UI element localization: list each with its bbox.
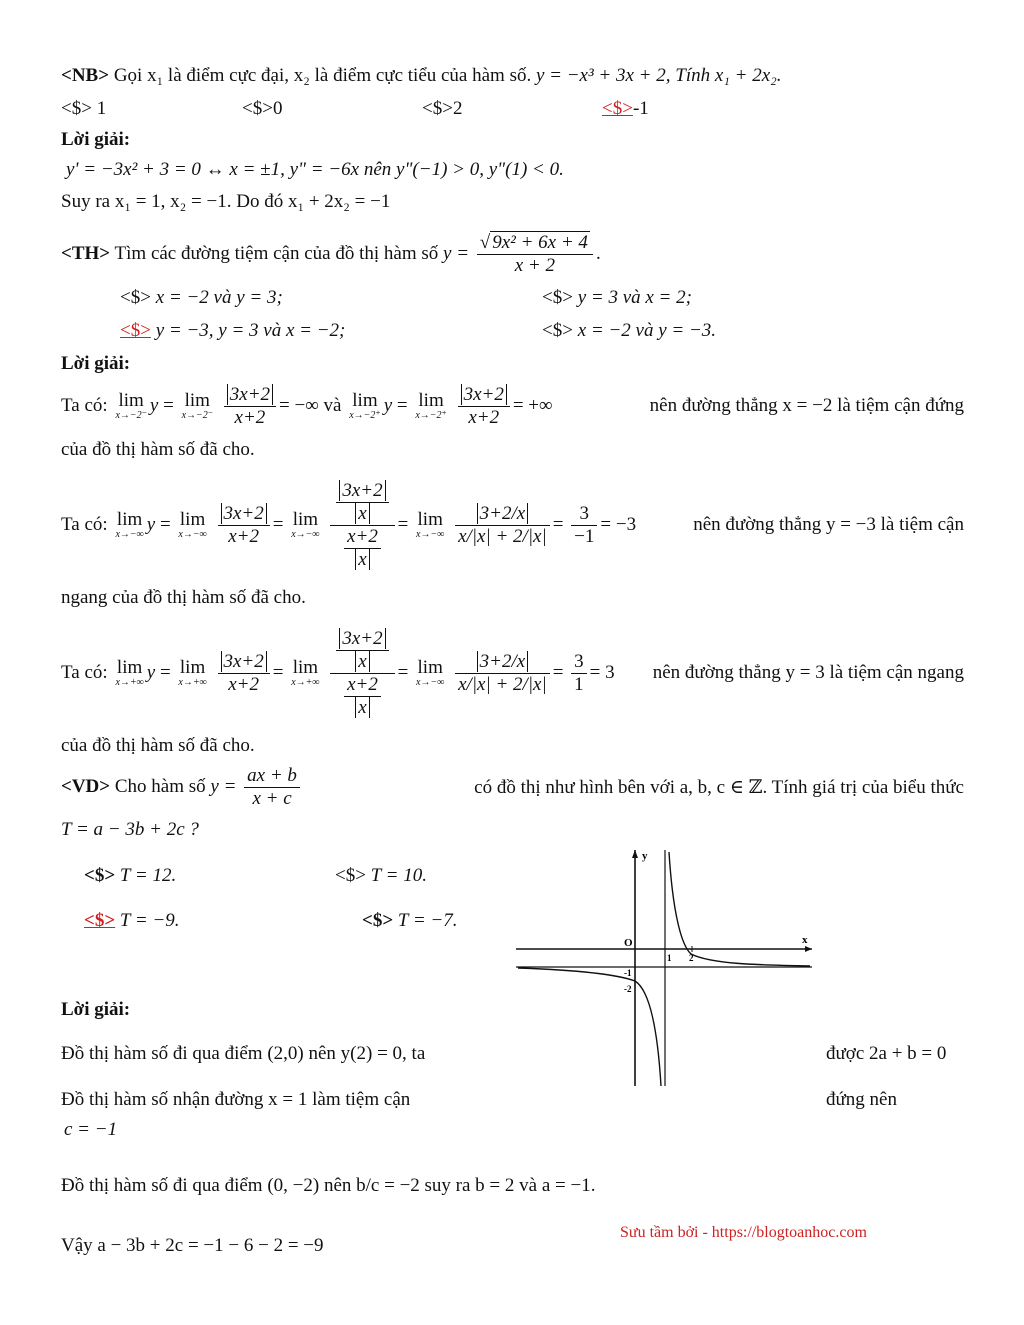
q2-step3: Ta có: lim x→+∞ y = lim x→+∞ $\frac{3x+2}{x+2}$ = lim x→+∞ $\frac{\frac{3x+2}{x}}{\frac{x+2}{x}}$ = lim x→−∞ $\frac{3+2/x}{x/|x| + 2/|x|}$ = $\frac{3}{1}$ = 3 nên đường thẳng y = 3 là tiệm cận ngang bbox=[61, 627, 964, 718]
q2-option-b[interactable]: <$> y = 3 và x = 2; bbox=[542, 287, 692, 308]
q2-step1: Ta có: lim x→−2⁻ y = lim x→−2⁻ $\frac{3x+2}{x+2}$ = −∞ và lim x→−2⁺ y = lim x→−2⁺ $\frac{3x+2}{x+2}$ = +∞ nên đường thẳng x = −2 là tiệm cận đứng bbox=[61, 383, 964, 428]
q2-func-lhs: y = bbox=[443, 243, 470, 264]
q3-sol-line3: Đồ thị hàm số đi qua điểm (0, −2) nên b/c = −2 suy ra b = 2 và a = −1. bbox=[61, 1175, 596, 1196]
q3-sol-line1b: được 2a + b = 0 bbox=[826, 1043, 947, 1064]
q2-step3-cont: của đồ thị hàm số đã cho. bbox=[61, 735, 255, 756]
q3-stem: <VD> Cho hàm số y = $\frac{ax + b}{x + c}$ có đồ thị như hình bên với a, b, c ∈ ℤ. Tính giá trị của biểu thức bbox=[61, 764, 964, 809]
q2-step2-conclusion: nên đường thẳng y = −3 là tiệm cận bbox=[693, 514, 964, 535]
q1-ask: , Tính x₁ + 2x₂. bbox=[665, 65, 782, 86]
q3-tag: <VD> bbox=[61, 775, 111, 797]
label-minus1: -1 bbox=[624, 968, 632, 978]
q2-tag: <TH> bbox=[61, 243, 111, 264]
q3-option-a[interactable]: <$> T = 12. bbox=[84, 865, 177, 886]
curve-left bbox=[518, 968, 661, 1086]
label-origin: O bbox=[624, 937, 633, 949]
q3-text: có đồ thị như hình bên với a, b, c ∈ ℤ. Tính giá trị của biểu thức bbox=[474, 776, 964, 798]
q1-solution-label: Lời giải: bbox=[61, 129, 131, 150]
q3-option-d[interactable]: <$> T = −7. bbox=[362, 910, 458, 931]
q1-option-b[interactable]: <$>0 bbox=[242, 98, 283, 119]
q2-text: Tìm các đường tiệm cận của đồ thị hàm số bbox=[114, 243, 439, 264]
q2-stem: <TH> Tìm các đường tiệm cận của đồ thị hàm số y = $\frac{\text{√ 9x² + 6x + 4}}{x + 2}$ . bbox=[61, 232, 601, 277]
footer-credit: Sưu tầm bởi - https://blogtoanhoc.com bbox=[620, 1224, 867, 1241]
q2-step1-conclusion: nên đường thẳng x = −2 là tiệm cận đứng bbox=[649, 395, 964, 416]
q1-option-c[interactable]: <$>2 bbox=[422, 98, 463, 119]
q3-expr: T = a − 3b + 2c ? bbox=[61, 819, 199, 840]
q3-sol-line2c: c = −1 bbox=[64, 1119, 118, 1140]
q1-sol-line1: y' = −3x² + 3 = 0 ↔ x = ±1, y" = −6x nên y"(−1) > 0, y"(1) < 0. bbox=[66, 159, 564, 180]
label-minus2: -2 bbox=[624, 984, 632, 994]
q3-option-b[interactable]: <$> T = 10. bbox=[335, 865, 427, 886]
q2-step3-conclusion: nên đường thẳng y = 3 là tiệm cận ngang bbox=[652, 662, 964, 683]
q1-text: Gọi x₁ là điểm cực đại, x₂ là điểm cực tiểu của hàm số. bbox=[113, 65, 532, 86]
q2-option-c[interactable]: <$> y = −3, y = 3 và x = −2; bbox=[120, 320, 346, 341]
q3-sol-line2a: Đồ thị hàm số nhận đường x = 1 làm tiệm cận bbox=[61, 1089, 411, 1110]
q1-option-d[interactable]: <$>-1 bbox=[602, 98, 649, 119]
label-2: 2 bbox=[689, 953, 694, 963]
q2-func-fraction: $\frac{\text{√ 9x² + 6x + 4}}{x + 2}$ bbox=[477, 232, 593, 277]
q2-step2: Ta có: lim x→−∞ y = lim x→−∞ $\frac{3x+2}{x+2}$ = lim x→−∞ $\frac{\frac{3x+2}{x}}{\frac{x+2}{x}}$ = lim x→−∞ $\frac{3+2/x}{x/|x| + 2/|x|}$ = $\frac{3}{-1}$ = −3 nên đường thẳng y = −3 là tiệm cận bbox=[61, 479, 964, 570]
label-y: y bbox=[642, 850, 648, 862]
q1-func: y = −x³ + 3x + 2 bbox=[535, 65, 666, 86]
q1-tag: <NB> bbox=[61, 65, 110, 86]
q3-sol-line2b: đứng nên bbox=[826, 1089, 897, 1110]
q3-solution-label: Lời giải: bbox=[61, 999, 131, 1020]
q1-sol-line2: Suy ra x₁ = 1, x₂ = −1. Do đó x₁ + 2x₂ = −1 bbox=[61, 191, 391, 212]
label-x: x bbox=[802, 934, 808, 946]
q2-step1-cont: của đồ thị hàm số đã cho. bbox=[61, 439, 255, 460]
q2-solution-label: Lời giải: bbox=[61, 353, 131, 374]
q1-option-a[interactable]: <$> 1 bbox=[61, 98, 107, 119]
q2-step2-cont: ngang của đồ thị hàm số đã cho. bbox=[61, 587, 306, 608]
q1-stem bbox=[61, 64, 782, 88]
q3-graph bbox=[516, 846, 814, 1088]
q2-option-d[interactable]: <$> x = −2 và y = −3. bbox=[542, 320, 717, 341]
q3-option-c[interactable]: <$> T = −9. bbox=[84, 910, 180, 931]
q2-option-a[interactable]: <$> x = −2 và y = 3; bbox=[120, 287, 283, 308]
label-1: 1 bbox=[667, 953, 672, 963]
q3-sol-line4: Vậy a − 3b + 2c = −1 − 6 − 2 = −9 bbox=[61, 1235, 324, 1256]
q3-sol-line1a: Đồ thị hàm số đi qua điểm (2,0) nên y(2) = 0, ta bbox=[61, 1043, 426, 1064]
